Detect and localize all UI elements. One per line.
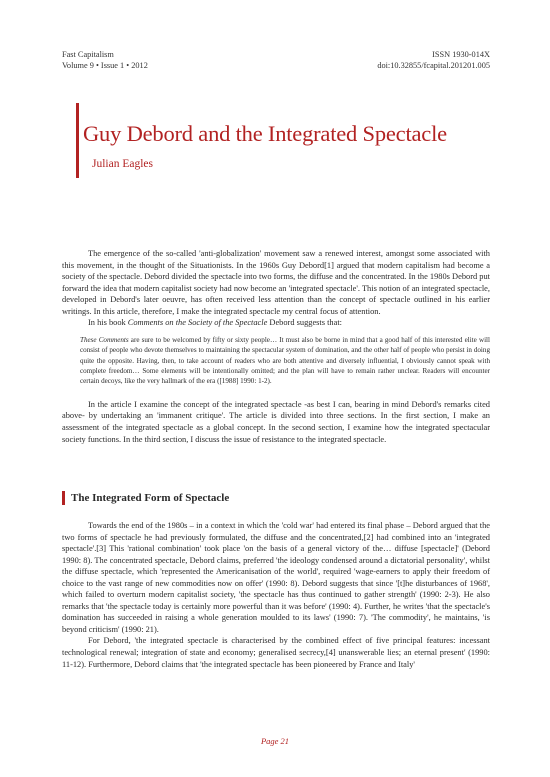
- block-quote: [80, 335, 490, 387]
- running-header-right: [377, 49, 490, 71]
- volume-issue: Volume 9 • Issue 1 • 2012: [62, 61, 148, 70]
- section-accent-bar: [62, 491, 65, 505]
- intro-paragraph-3: In the article I examine the concept of the integrated spectacle -as best I can, bearing in mind Debord's remarks cited above- by undertaking an 'immanent critique'. The article is divided into three sections. In the first section, I make an assessment of the integrated spectacle as a global concept. In the second section, I examine how the integrated spectacular society functions. In the third section, I discuss the issue of resistance to the integrated spectacle.: [62, 399, 490, 444]
- quote-book: These Comments: [80, 335, 129, 344]
- intro-section: [62, 248, 490, 445]
- section-paragraph-2: For Debord, 'the integrated spectacle is characterised by the combined effect of five principal features: incessant technological renewal; integration of state and economy; generalised secrecy,[4] unanswerable lies; an eternal present' (1990: 11-12). Furthermore, Debord claims that 'the integrated spectacle has been pioneered by France and Italy': [62, 636, 490, 669]
- issn: ISSN 1930-014X: [432, 50, 490, 59]
- section-heading: [62, 491, 229, 505]
- intro-paragraph-1: The emergence of the so-called 'anti-globalization' movement saw a renewed interest, amongst some associated with this movement, in the thought of the Situationists. In the 1960s Guy Debord[1] argued that modern capitalism had become a society of the spectacle. Debord divided the spectacle into two forms, the diffuse and the concentrated. In the 1980s Debord put forward the idea that modern capitalist society had now become an 'integrated spectacle'. This notion of an integrated spectacle, developed in Debord's later oeuvre, has often received less attention than the concept of spectacle outlined in his earlier writings. In this article, therefore, I make the integrated spectacle my central focus of attention.: [62, 249, 490, 316]
- article-title: Guy Debord and the Integrated Spectacle: [83, 121, 447, 146]
- section-body: [62, 520, 490, 670]
- title-accent-bar: [76, 103, 79, 178]
- section-title: The Integrated Form of Spectacle: [71, 492, 230, 504]
- p2-pre: In his book: [88, 318, 128, 328]
- section-paragraph-1: Towards the end of the 1980s – in a context in which the 'cold war' had entered its final phase – Debord argued that the two forms of spectacle he had previously formulated, the diffuse and the concentrated,[2] had combined into an 'integrated spectacle'.[3] This 'rational combination' took place 'on the basis of a general victory of the… diffuse [spectacle]' (Debord 1990: 8). The concentrated spectacle, Debord claims, preferred 'the ideology condensed around a dictatorial personality', whilst the diffuse spectacle, which 'represented the Americanisation of the world', required 'wage-earners to apply their freedom of choice to the vast range of new commodities now on offer' (1990: 8). Debord suggests that since '[t]he disturbances of 1968', which failed to overturn modern capitalist society, 'the spectacle has thus continued to gather strength' (1990: 2-3). He also remarks that 'the spectacle today is certainly more powerful than it was before' (1990: 4). Further, he writes 'that the spectacle's domination has succeeded in raising a whole generation moulded to its laws' (1990: 7). 'The commodity', he maintains, 'is beyond criticism' (1990: 21).: [62, 521, 490, 634]
- p2-book-title: Comments on the Society of the Spectacle: [127, 318, 268, 328]
- page-number: Page 21: [260, 736, 290, 746]
- journal-name: Fast Capitalism: [62, 50, 114, 59]
- running-header-left: [62, 49, 148, 71]
- quote-text: are sure to be welcomed by fifty or sixty people… It must also be borne in mind that a good half of this interested elite will consist of people who devote themselves to maintaining the spectacular system of domination, and the other half of people who persist in doing quite the opposite. Having, then, to take account of readers who are both attentive and diversely influential, I obviously cannot speak with complete freedom… Some elements will be intentionally omitted; and the plan will have to remain rather unclear. Readers will encounter certain decoys, like the very hallmark of the era ([1988] 1990: 1-2).: [80, 335, 490, 386]
- p2-post: Debord suggests that:: [267, 318, 342, 328]
- intro-paragraph-2: [62, 317, 490, 329]
- doi: doi:10.32855/fcapital.201201.005: [377, 61, 490, 70]
- article-author: Julian Eagles: [92, 158, 153, 170]
